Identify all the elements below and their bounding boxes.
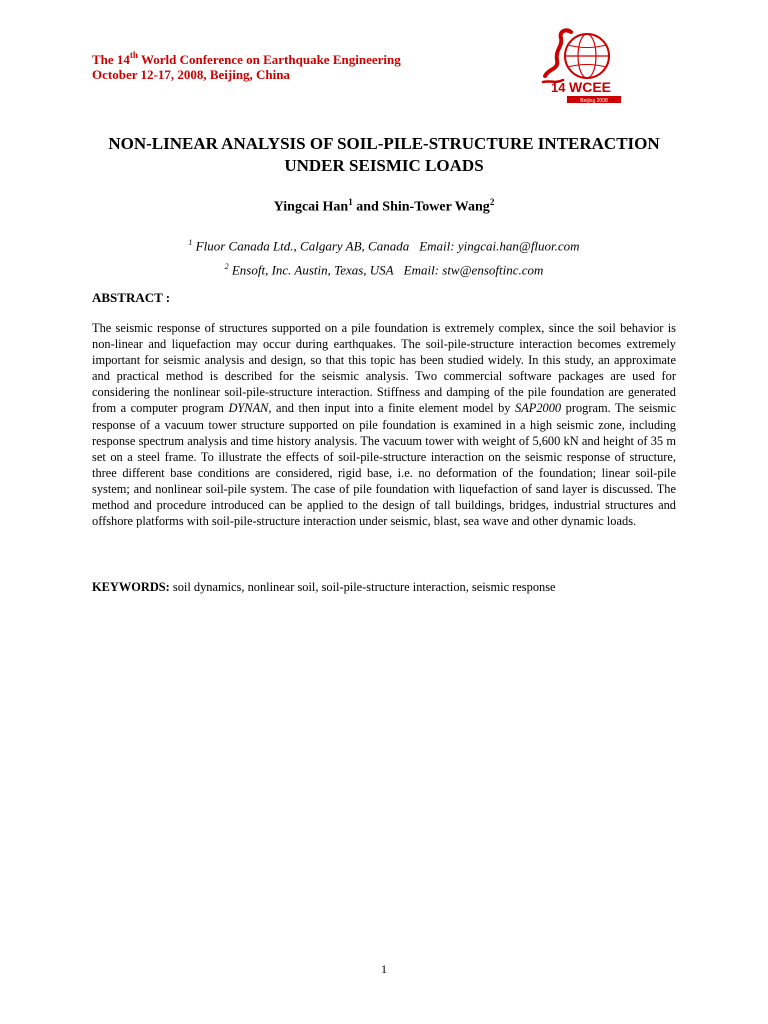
author-1: Yingcai Han <box>273 199 349 215</box>
author-2: Shin-Tower Wang <box>382 199 490 215</box>
keywords <box>92 580 556 595</box>
affiliation-1-email: Email: yingcai.han@fluor.com <box>419 238 580 254</box>
keywords-text: soil dynamics, nonlinear soil, soil-pile-structure interaction, seismic response <box>169 580 556 594</box>
abstract-heading: ABSTRACT : <box>92 290 171 305</box>
abstract-body: The seismic response of structures supported on a pile foundation is extremely complex, since the soil behavior is non-linear and liquefaction may occur during earthquakes. The soil-pile-structure interaction becomes extremely important for seismic analysis and design, so that this topic has been studied widely. In this study, an approximate and practical method is described for the seismic analysis. Two commercial software packages are used for considering the nonlinear soil-pile-structure interaction. Stiffness and damping of the pile foundation are generated from a computer program DYNAN, and then input into a finite element model by SAP2000 program. The seismic response of a vacuum tower structure supported on pile foundation is examined in a high seismic zone, including response spectrum analysis and time history analysis. The vacuum tower with weight of 5,600 kN and height of 35 m set on a steel frame. To illustrate the effects of soil-pile-structure interaction on the seismic response of structure, three different base conditions are considered, rigid base, i.e. no deformation of the foundation; linear soil-pile system; and nonlinear soil-pile system. The case of pile foundation with liquefaction of sand layer is discussed. The method and procedure introduced can be applied to the design of tall buildings, bridges, industrial structures and offshore platforms with soil-pile-structure interaction under seismic, blast, sea wave and other dynamic loads. <box>92 321 676 529</box>
page-number: 1 <box>381 962 387 976</box>
affiliation-2-email: Email: stw@ensoftinc.com <box>403 262 544 278</box>
logo-tagline: Beijing 2008 <box>580 98 608 104</box>
affiliation-1: $^1$ Fluor Canada Ltd., Calgary AB, Canada Email: yingcai.han@fluor.com <box>188 238 580 254</box>
wcee-logo-icon <box>537 24 633 106</box>
title-line: UNDER SEISMIC LOADS <box>284 156 484 175</box>
conference-header <box>92 52 401 82</box>
conference-name: The 14th World Conference on Earthquake Engineering <box>92 50 401 67</box>
program-name-sap2000: SAP2000 <box>515 401 562 416</box>
paper-title <box>0 133 768 177</box>
keywords-label: KEYWORDS: <box>92 580 170 594</box>
title-line: NON-LINEAR ANALYSIS OF SOIL-PILE-STRUCTURE INTERACTION <box>108 134 660 153</box>
authors: Yingcai Han$^1$ and Shin-Tower Wang$^2$ <box>273 197 495 215</box>
program-name-dynan: DYNAN <box>228 401 269 416</box>
affiliations <box>0 232 768 281</box>
conference-dates: October 12-17, 2008, Beijing, China <box>92 67 291 82</box>
logo-acronym: WCEE <box>569 79 611 95</box>
logo-number: 14 <box>551 80 566 95</box>
affiliation-2: $^2$ Ensoft, Inc. Austin, Texas, USA Email: stw@ensoftinc.com <box>224 262 544 278</box>
